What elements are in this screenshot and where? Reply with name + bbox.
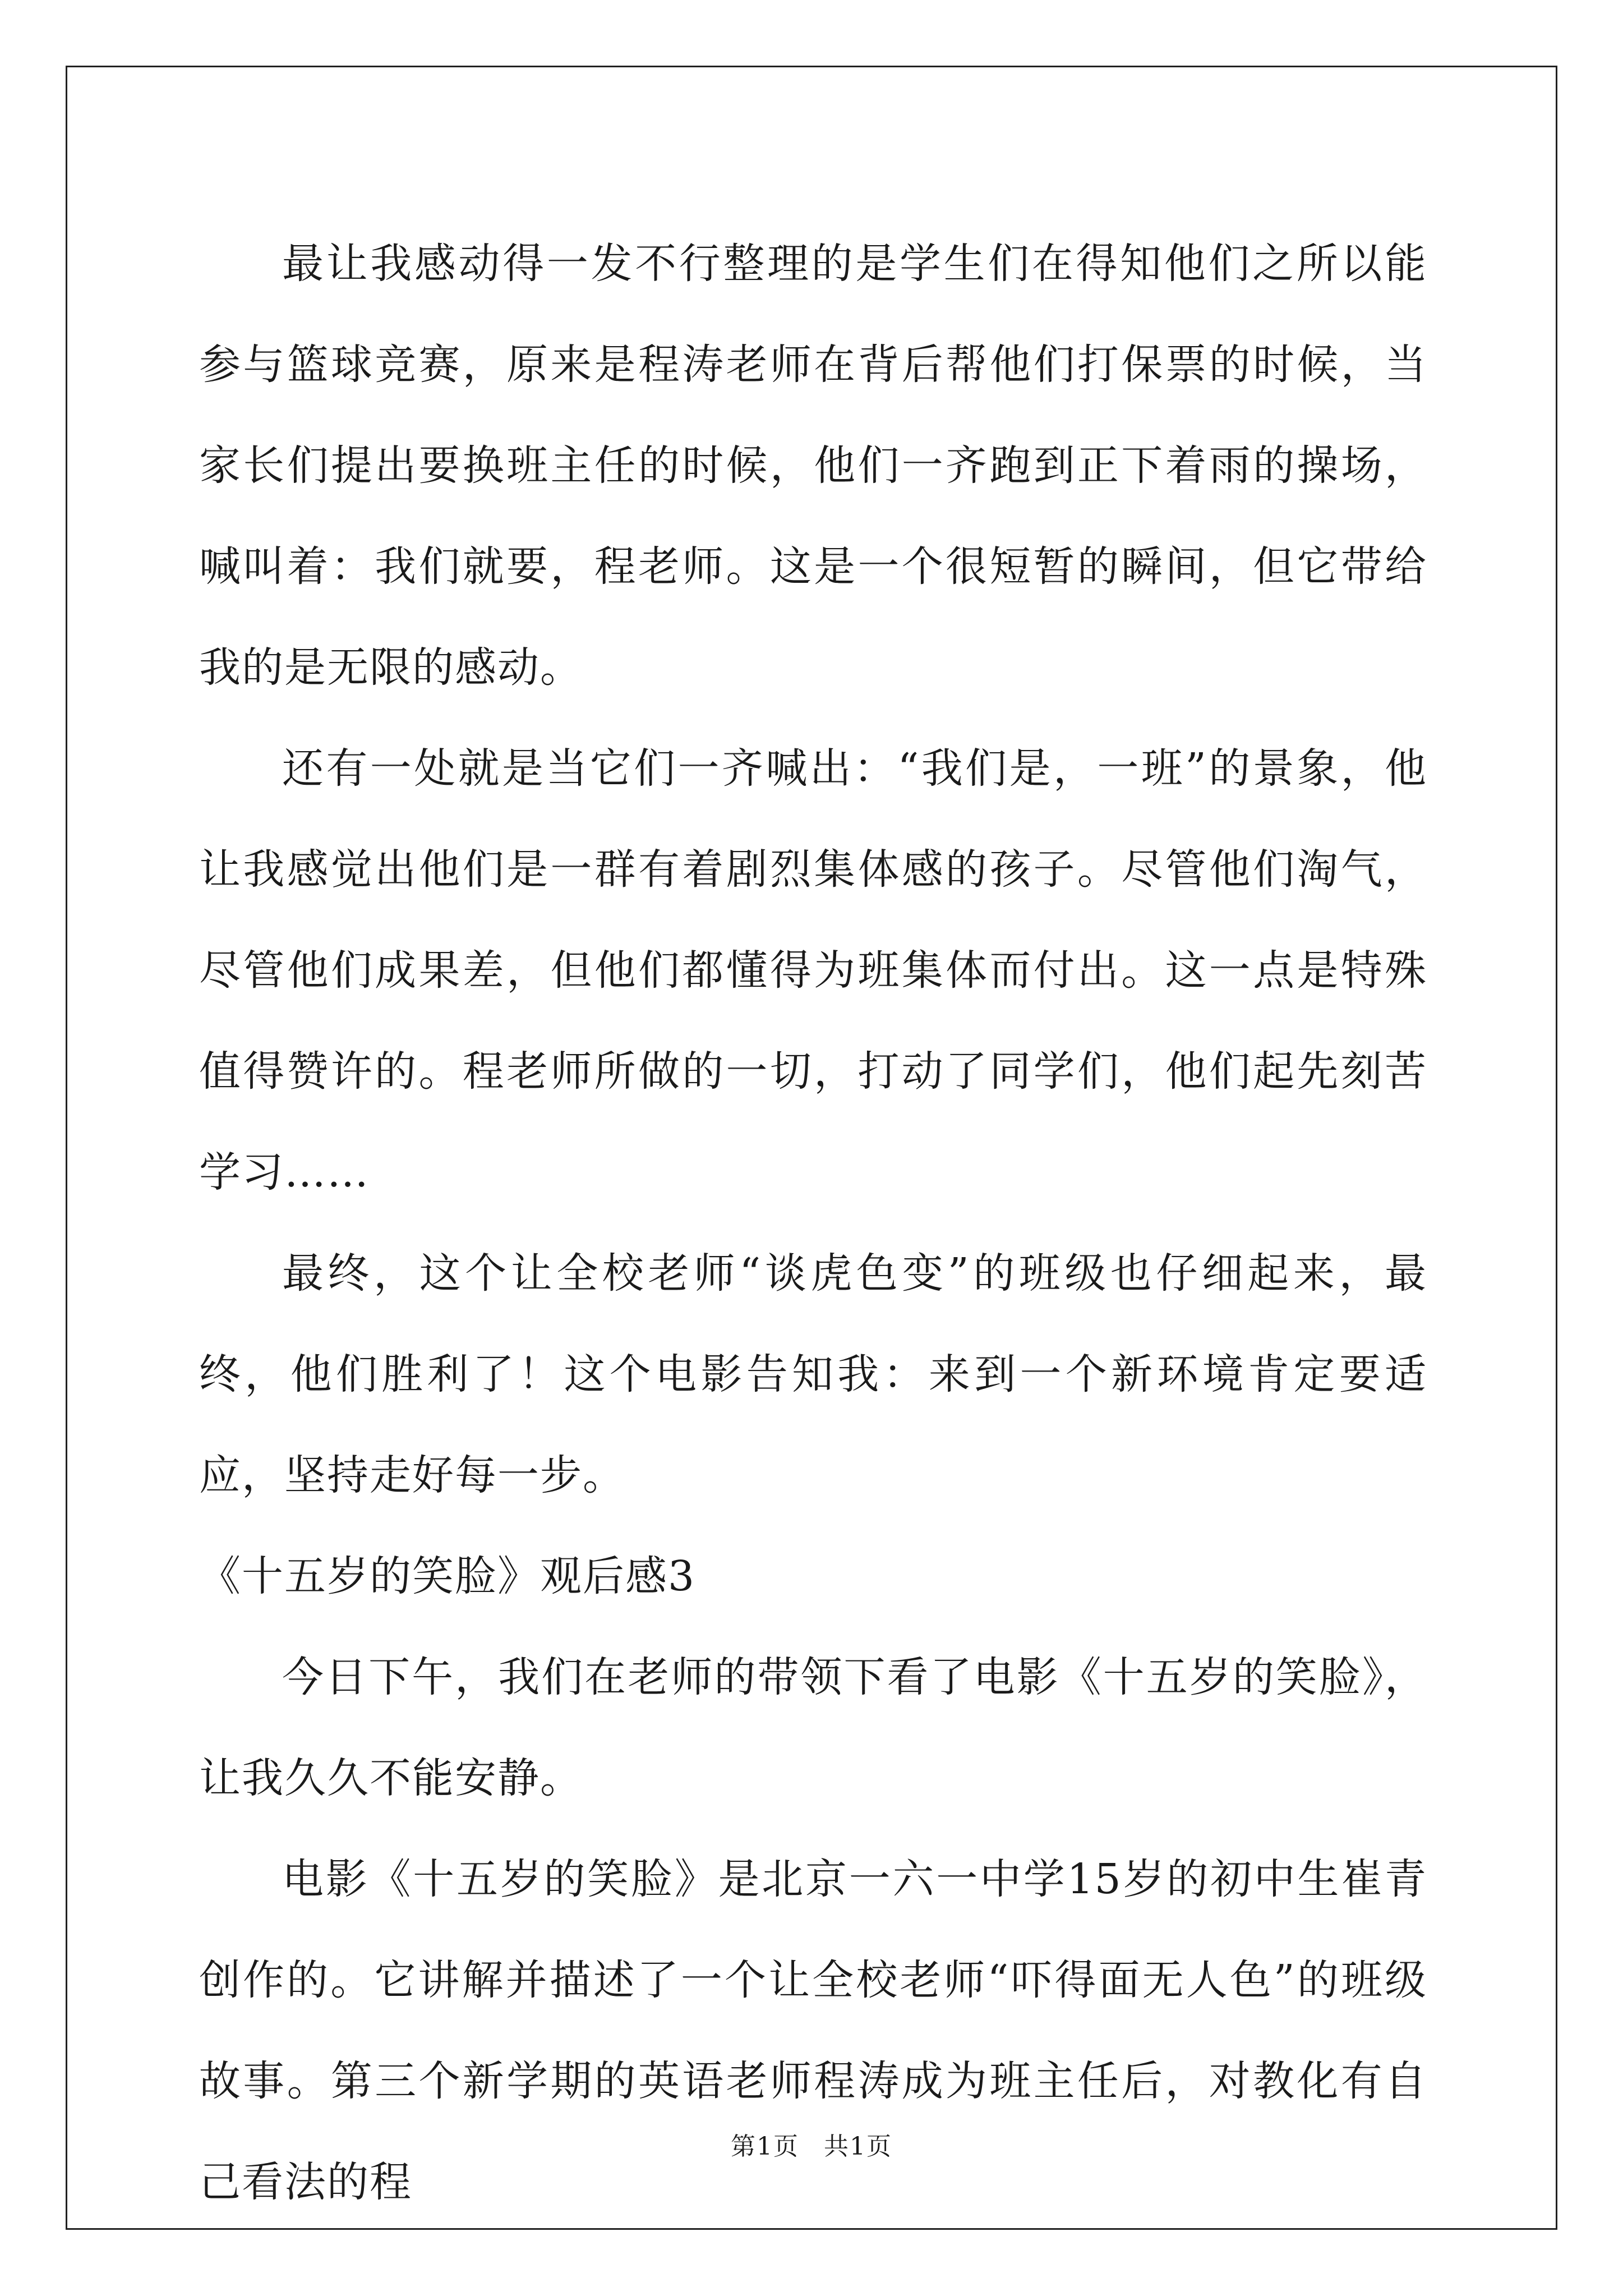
page-footer <box>0 2126 1623 2162</box>
paragraph: 还有一处就是当它们一齐喊出：“我们是，一班”的景象，他让我感觉出他们是一群有着剧烈集体感的孩子。尽管他们淘气，尽管他们成果差，但他们都懂得为班集体而付出。这一点是特殊值得赞许的。程老师所做的一切，打动了同学们，他们起先刻苦学习…… <box>199 744 1427 1197</box>
page-total: 共1页 <box>824 2132 892 2161</box>
page-number: 第1页 <box>731 2132 799 2161</box>
document-body <box>199 213 1427 2233</box>
paragraph: 今日下午，我们在老师的带领下看了电影《十五岁的笑脸》，让我久久不能安静。 <box>199 1653 1427 1802</box>
paragraph: 最让我感动得一发不行整理的是学生们在得知他们之所以能参与篮球竞赛，原来是程涛老师在背后帮他们打保票的时候，当家长们提出要换班主任的时候，他们一齐跑到正下着雨的操场，喊叫着：我们就要，程老师。这是一个很短暂的瞬间，但它带给我的是无限的感动。 <box>199 240 1427 692</box>
paragraph: 电影《十五岁的笑脸》是北京一六一中学15岁的初中生崔青创作的。它讲解并描述了一个让全校老师“吓得面无人色”的班级故事。第三个新学期的英语老师程涛成为班主任后，对教化有自己看法的程 <box>199 1855 1427 2206</box>
paragraph: 最终，这个让全校老师“谈虎色变”的班级也仔细起来，最终，他们胜利了！这个电影告知我：来到一个新环境肯定要适应，坚持走好每一步。 <box>199 1249 1427 1499</box>
section-title: 《十五岁的笑脸》观后感3 <box>199 1552 696 1600</box>
